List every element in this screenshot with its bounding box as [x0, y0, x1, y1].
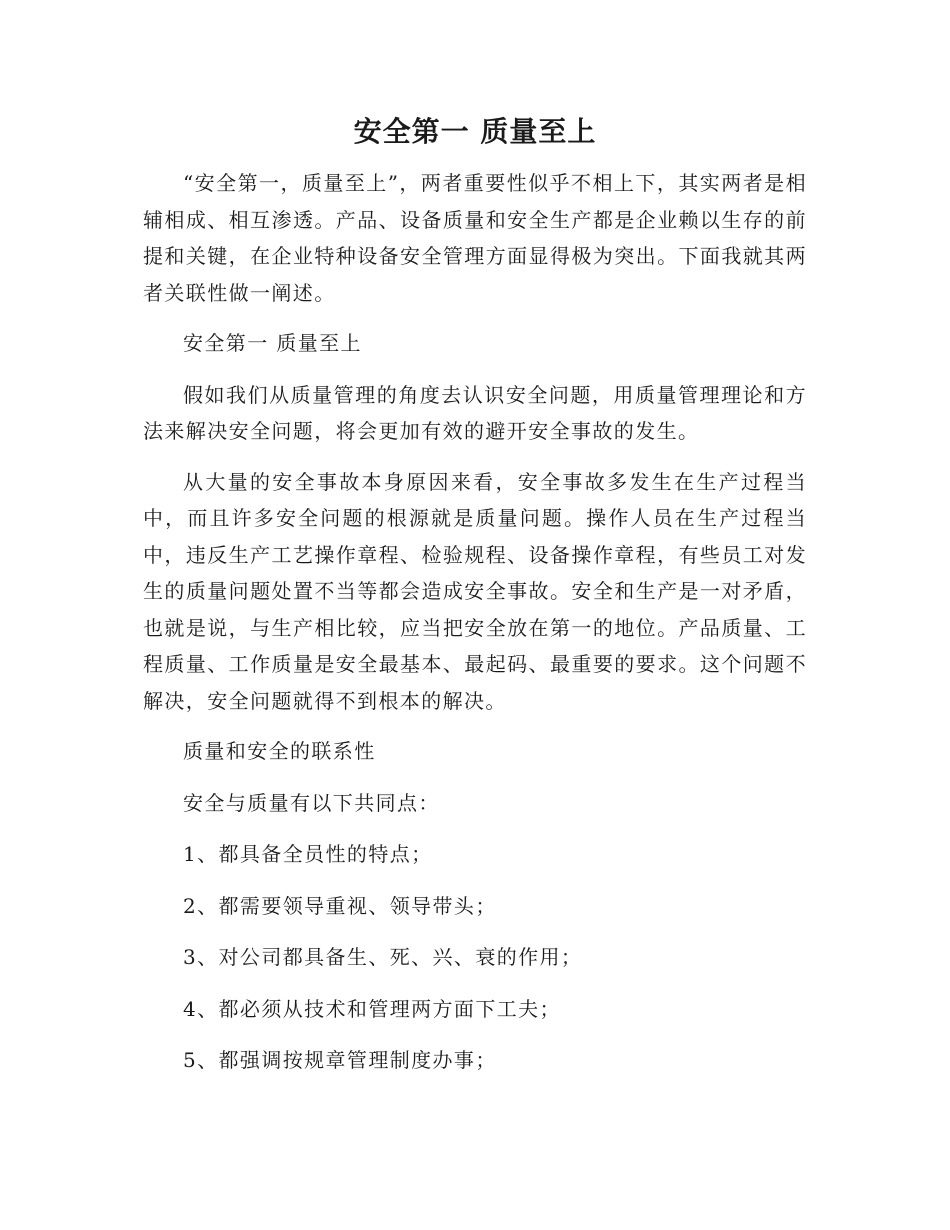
quality-management-paragraph: 假如我们从质量管理的角度去认识安全问题，用质量管理理论和方法来解决安全问题，将会更加有效的避开安全事故的发生。 — [143, 382, 807, 443]
document-body — [143, 165, 807, 1094]
intro-paragraph: “安全第一，质量至上”，两者重要性似乎不相上下，其实两者是相辅相成、相互渗透。产品、设备质量和安全生产都是企业赖以生存的前提和关键，在企业特种设备安全管理方面显得极为突出。下面我就其两者关联性做一阐述。 — [143, 171, 807, 305]
section-heading-relation: 质量和安全的联系性 — [183, 739, 376, 763]
list-item: 2、都需要领导重视、领导带头； — [183, 893, 497, 918]
list-item: 1、都具备全员性的特点； — [183, 842, 433, 866]
section-heading-safety-quality: 安全第一 质量至上 — [183, 331, 362, 355]
common-points-intro: 安全与质量有以下共同点： — [183, 790, 440, 815]
list-item: 5、都强调按规章管理制度办事； — [183, 1048, 497, 1072]
document-title: 安全第一 质量至上 — [353, 115, 597, 148]
list-item: 3、对公司都具备生、死、兴、衰的作用； — [183, 945, 583, 969]
list-item: 4、都必须从技术和管理两方面下工夫； — [183, 996, 561, 1021]
accident-cause-paragraph: 从大量的安全事故本身原因来看，安全事故多发生在生产过程当中，而且许多安全问题的根源就是质量问题。操作人员在生产过程当中，违反生产工艺操作章程、检验规程、设备操作章程，有些员工对发生的质量问题处置不当等都会造成安全事故。安全和生产是一对矛盾，也就是说，与生产相比较，应当把安全放在第一的地位。产品质量、工程质量、工作质量是安全最基本、最起码、最重要的要求。这个问题不解决，安全问题就得不到根本的解决。 — [143, 469, 807, 713]
